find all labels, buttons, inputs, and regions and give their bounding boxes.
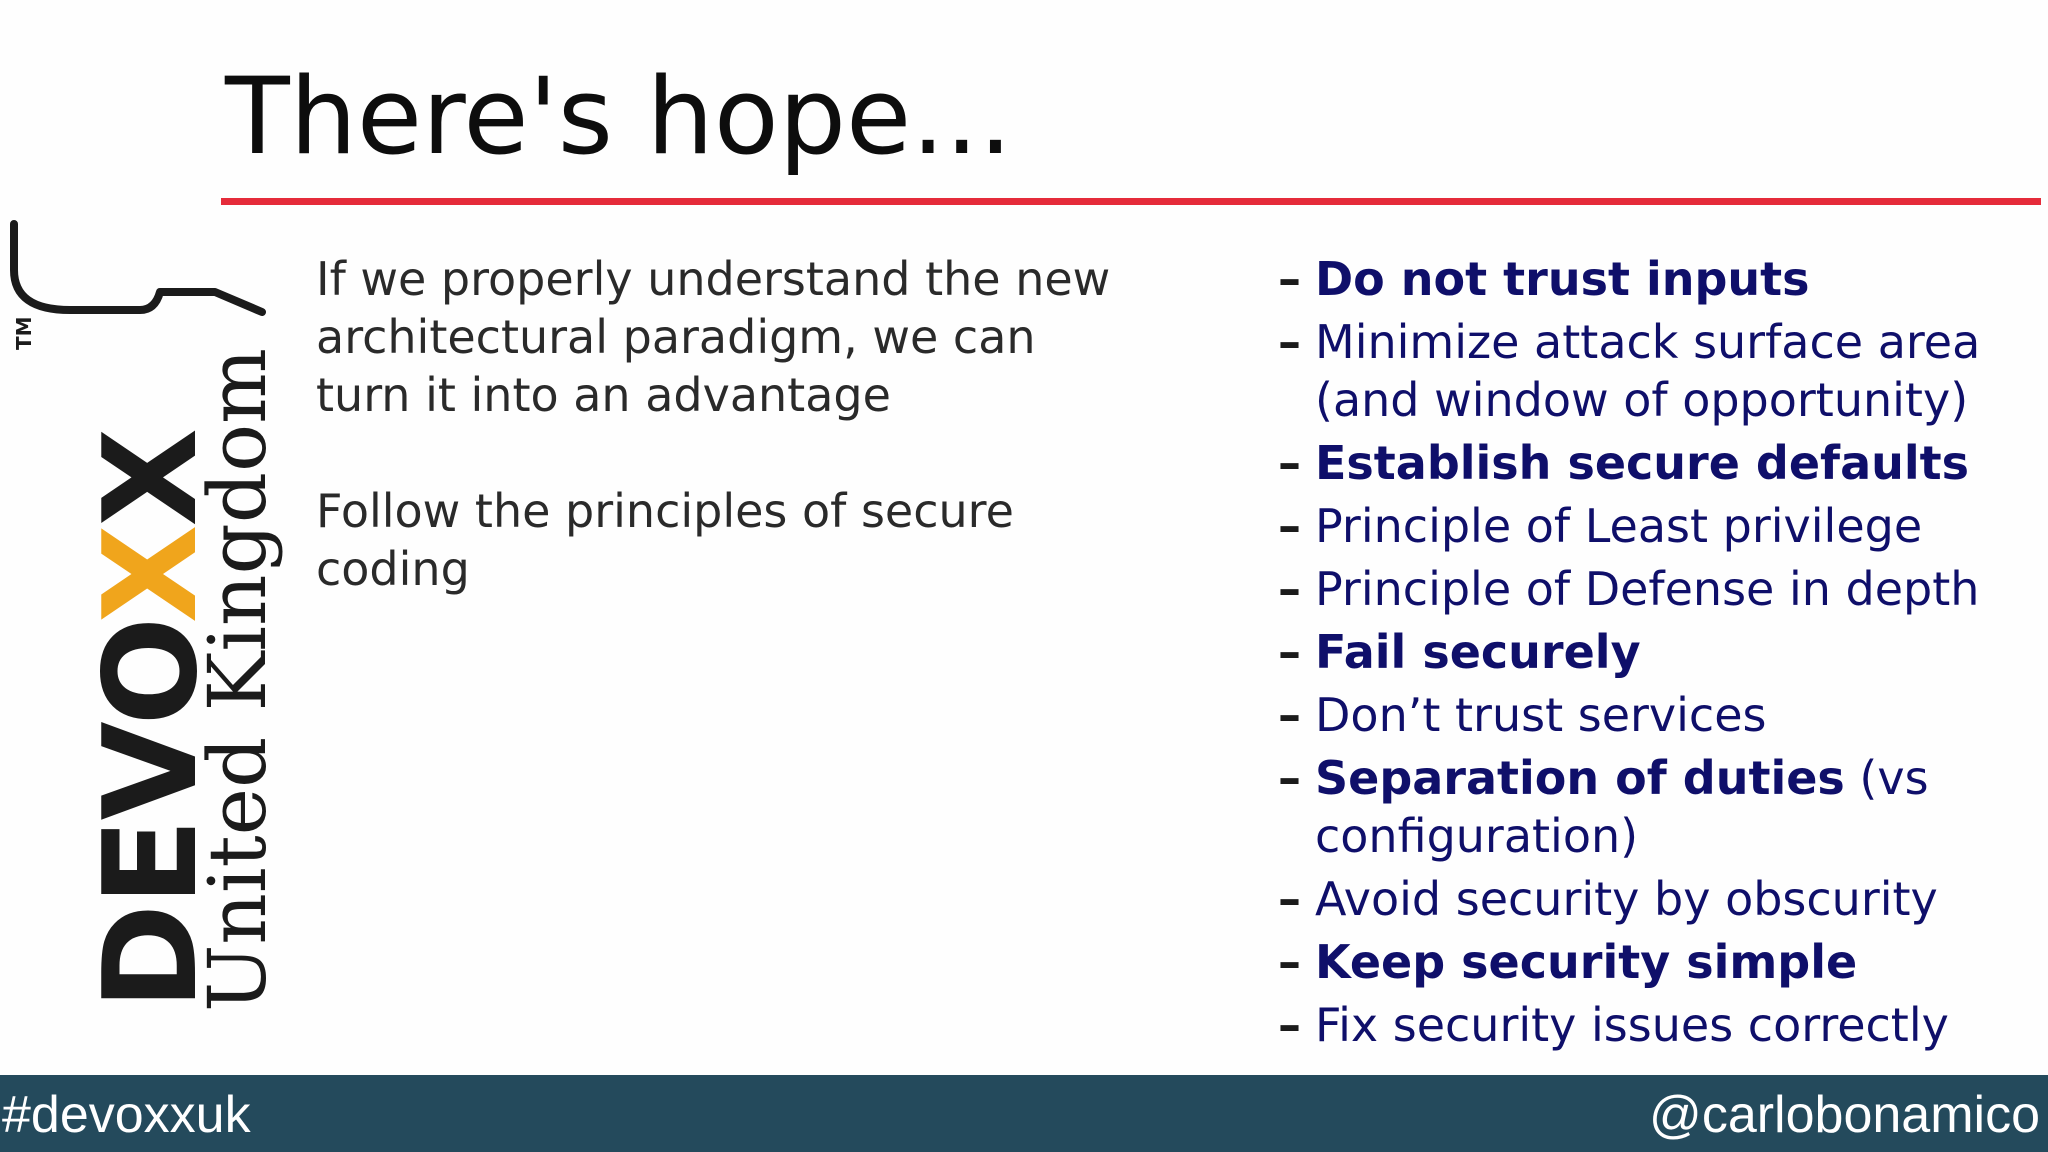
list-marker-icon: – (1278, 625, 1301, 679)
principle-item (1278, 497, 2038, 555)
principle-text: Fail securely (1315, 625, 1641, 679)
principle-item (1278, 749, 2038, 865)
list-marker-icon: – (1278, 499, 1301, 553)
principle-item (1278, 623, 2038, 681)
principle-text: Don’t trust services (1315, 688, 1767, 742)
list-marker-icon: – (1278, 252, 1301, 306)
principle-text: Separation of duties (1315, 751, 1845, 805)
list-marker-icon: – (1278, 688, 1301, 742)
principle-text: Minimize attack surface area (and window of opportunity) (1315, 315, 1981, 427)
principle-item (1278, 933, 2038, 991)
principle-text: Avoid security by obscurity (1315, 872, 1938, 926)
footer-hashtag: #devoxxuk (2, 1086, 251, 1144)
principle-text: Keep security simple (1315, 935, 1858, 989)
principle-text: Do not trust inputs (1315, 252, 1810, 306)
list-marker-icon: – (1278, 562, 1301, 616)
logo-subtitle: United Kingdom (191, 348, 284, 1012)
principle-text: Fix security issues correctly (1315, 998, 1949, 1052)
secure-coding-principles-list (1278, 250, 2038, 1059)
logo-wordmark: DEVOXX (77, 429, 226, 1010)
principle-note: (vs configuration) (1315, 751, 1929, 863)
slide-title: There's hope... (225, 55, 1013, 178)
list-marker-icon: – (1278, 872, 1301, 926)
list-marker-icon: – (1278, 751, 1301, 805)
footer-bar (0, 1075, 2048, 1152)
principle-text: Principle of Least privilege (1315, 499, 1923, 553)
logo-swoosh-icon (0, 220, 270, 330)
list-marker-icon: – (1278, 998, 1301, 1052)
principle-item (1278, 560, 2038, 618)
logo-trademark: TM (12, 316, 36, 350)
intro-text (316, 250, 1136, 656)
intro-paragraph: Follow the principles of secure coding (316, 484, 1014, 596)
principle-text: Principle of Defense in depth (1315, 562, 1980, 616)
principle-item (1278, 434, 2038, 492)
principle-item (1278, 686, 2038, 744)
principle-text: Establish secure defaults (1315, 436, 1969, 490)
intro-paragraph: If we properly understand the new architectural paradigm, we can turn it into an advantage (316, 252, 1111, 422)
principle-item (1278, 313, 2038, 429)
footer-handle: @carlobonamico (1649, 1086, 2040, 1144)
principle-item (1278, 996, 2038, 1054)
list-marker-icon: – (1278, 935, 1301, 989)
list-marker-icon: – (1278, 315, 1301, 369)
title-divider (221, 198, 2041, 205)
principle-item (1278, 250, 2038, 308)
list-marker-icon: – (1278, 436, 1301, 490)
principle-item (1278, 870, 2038, 928)
